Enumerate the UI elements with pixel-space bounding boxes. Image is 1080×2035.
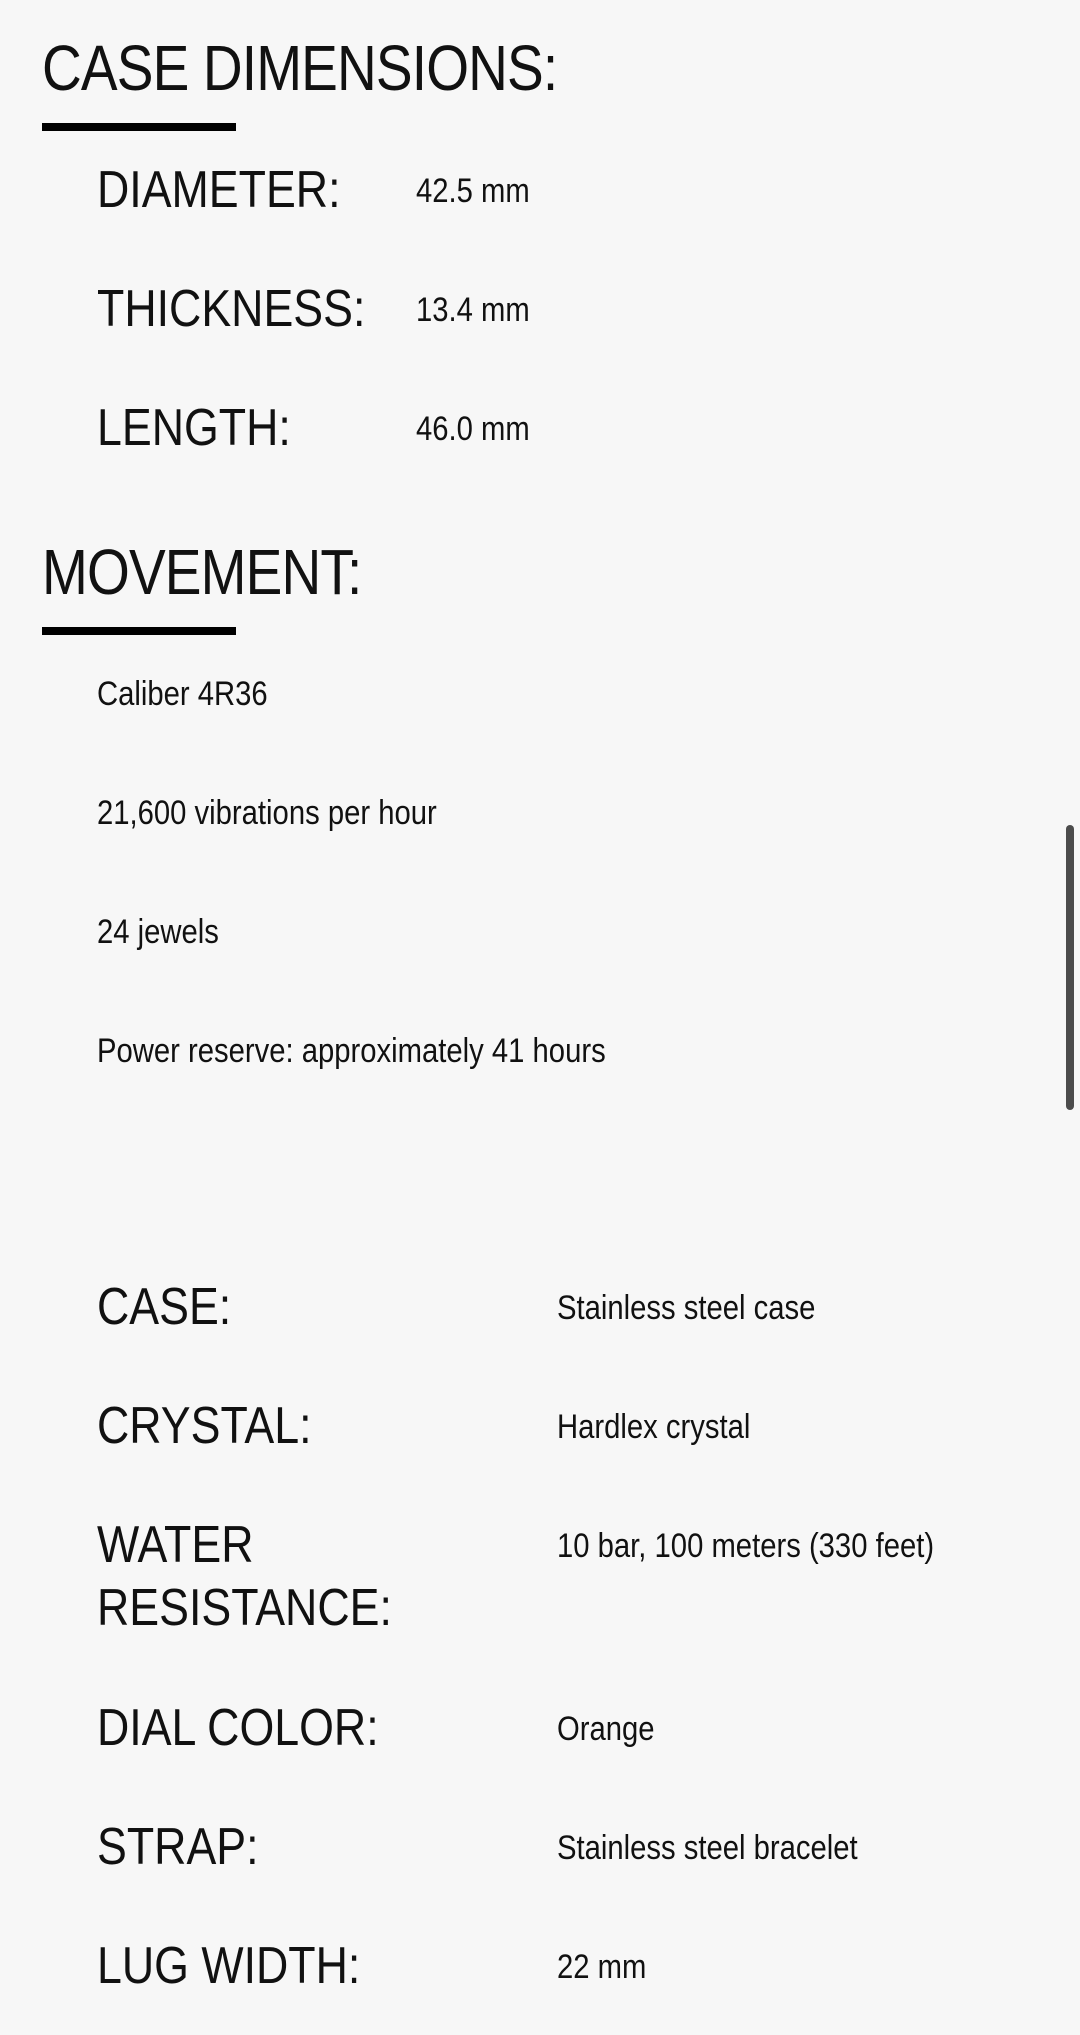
strap-label: STRAP: (97, 1818, 259, 1876)
crystal-value: Hardlex crystal (557, 1408, 751, 1446)
movement-item-jewels: 24 jewels (97, 913, 219, 951)
dial-color-label: DIAL COLOR: (97, 1699, 379, 1757)
movement-item-vibrations: 21,600 vibrations per hour (97, 794, 437, 832)
crystal-label: CRYSTAL: (97, 1397, 312, 1455)
lug-width-value: 22 mm (557, 1948, 647, 1986)
dial-color-value: Orange (557, 1710, 655, 1748)
water-resistance-label-line1: WATER (97, 1516, 254, 1574)
movement-item-power-reserve: Power reserve: approximately 41 hours (97, 1032, 606, 1070)
movement-title: MOVEMENT: (42, 536, 362, 608)
lug-width-label: LUG WIDTH: (97, 1937, 361, 1995)
case-label: CASE: (97, 1278, 232, 1336)
case-dimensions-underline (42, 123, 236, 131)
movement-underline (42, 627, 236, 635)
thickness-label: THICKNESS: (97, 280, 366, 338)
length-value: 46.0 mm (416, 410, 530, 448)
length-label: LENGTH: (97, 399, 291, 457)
diameter-label: DIAMETER: (97, 161, 341, 219)
thickness-value: 13.4 mm (416, 291, 530, 329)
water-resistance-value: 10 bar, 100 meters (330 feet) (557, 1527, 935, 1565)
case-value: Stainless steel case (557, 1289, 816, 1327)
strap-value: Stainless steel bracelet (557, 1829, 858, 1867)
water-resistance-label-line2: RESISTANCE: (97, 1579, 392, 1637)
case-dimensions-title: CASE DIMENSIONS: (42, 32, 558, 104)
movement-item-caliber: Caliber 4R36 (97, 675, 268, 713)
vertical-scrollbar[interactable] (1066, 825, 1074, 1110)
diameter-value: 42.5 mm (416, 172, 530, 210)
